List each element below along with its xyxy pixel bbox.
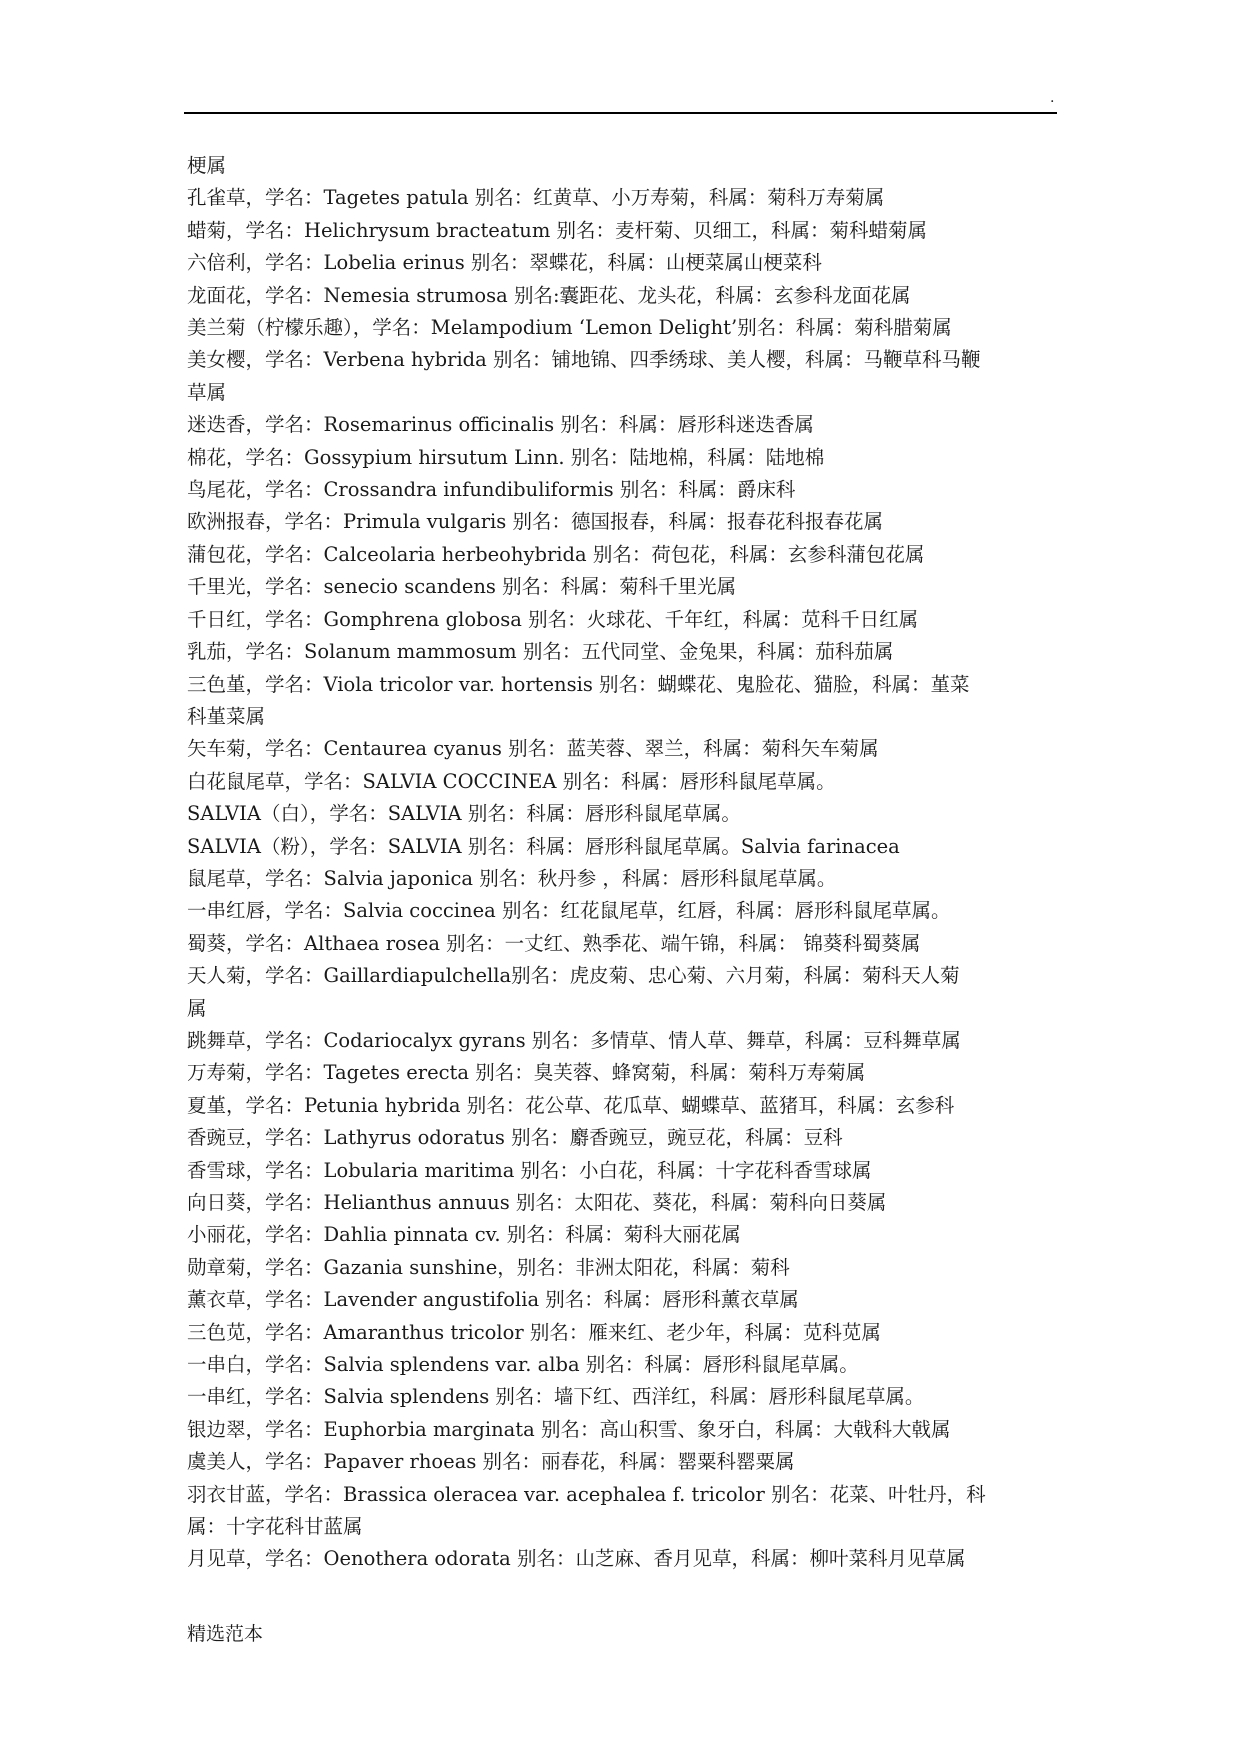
text-line: 千里光，学名：senecio scandens 别名：科属：菊科千里光属 (187, 575, 737, 599)
text-line: 一串红，学名：Salvia splendens 别名：墙下红、西洋红，科属：唇形科鼠尾草属。 (187, 1385, 925, 1409)
text-line: 矢车菊，学名：Centaurea cyanus 别名：蓝芙蓉、翠兰，科属：菊科矢车菊属 (187, 737, 879, 761)
text-line: 欧洲报春，学名：Primula vulgaris 别名：德国报春，科属：报春花科报春花属 (187, 510, 883, 534)
text-line: 跳舞草，学名：Codariocalyx gyrans 别名：多情草、情人草、舞草，科属：豆科舞草属 (187, 1028, 961, 1052)
text-line: 棉花，学名：Gossypium hirsutum Linn. 别名：陆地棉，科属：陆地棉 (187, 445, 825, 469)
header-rule (184, 112, 1057, 114)
text-line: 勋章菊，学名：Gazania sunshine，别名：非洲太阳花，科属：菊科 (187, 1255, 790, 1279)
text-line: 美兰菊（柠檬乐趣），学名：Melampodium ‘Lemon Delight’别名：科属：菊科腊菊属 (187, 316, 952, 340)
text-line: 三色苋，学名：Amaranthus tricolor 别名：雁来红、老少年，科属：苋科苋属 (187, 1320, 881, 1344)
text-line: 夏堇，学名：Petunia hybrida 别名：花公草、花瓜草、蝴蝶草、蓝猪耳，科属：玄参科 (187, 1093, 955, 1117)
text-line: 香雪球，学名：Lobularia maritima 别名：小白花，科属：十字花科香雪球属 (187, 1158, 872, 1182)
text-line: 迷迭香，学名：Rosemarinus officinalis 别名：科属：唇形科迷迭香属 (187, 413, 814, 437)
text-line: 鼠尾草，学名：Salvia japonica 别名：秋丹参 ，科属：唇形科鼠尾草属。 (187, 866, 837, 890)
text-line: 银边翠，学名：Euphorbia marginata 别名：高山积雪、象牙白，科属：大戟科大戟属 (187, 1417, 951, 1441)
text-line: 蒲包花，学名：Calceolaria herbeohybrida 别名：荷包花，科属：玄参科蒲包花属 (187, 542, 925, 566)
text-line: 向日葵，学名：Helianthus annuus 别名：太阳花、葵花，科属：菊科向日葵属 (187, 1191, 887, 1214)
text-line: 白花鼠尾草，学名：SALVIA COCCINEA 别名：科属：唇形科鼠尾草属。 (187, 769, 836, 793)
text-line: 蜡菊，学名：Helichrysum bracteatum 别名：麦杆菊、贝细工，科属：菊科蜡菊属 (187, 218, 928, 242)
text-line: 龙面花，学名：Nemesia strumosa 别名:囊距花、龙头花，科属：玄参科龙面花属 (187, 283, 911, 307)
text-line: 万寿菊，学名：Tagetes erecta 别名：臭芙蓉、蜂窝菊，科属：菊科万寿菊属 (187, 1061, 866, 1085)
text-line: 月见草，学名：Oenothera odorata 别名：山芝麻、香月见草，科属：柳叶菜科月见草属 (187, 1547, 966, 1571)
text-line: 属 (187, 996, 207, 1020)
text-line: 千日红，学名：Gomphrena globosa 别名：火球花、千年红，科属：苋科千日红属 (187, 607, 919, 631)
plant-list (187, 150, 1067, 1576)
text-line: 科堇菜属 (187, 704, 266, 728)
text-line: 梗属 (187, 154, 227, 177)
text-line: SALVIA（白），学名：SALVIA 别名：科属：唇形科鼠尾草属。 (187, 802, 741, 826)
text-line: 一串红唇，学名：Salvia coccinea 别名：红花鼠尾草，红唇，科属：唇形科鼠尾草属。 (187, 899, 951, 923)
text-line: 乳茄，学名：Solanum mammosum 别名：五代同堂、金兔果，科属：茄科茄属 (187, 640, 894, 664)
footer-label: 精选范本 (187, 1623, 264, 1645)
text-line: 香豌豆，学名：Lathyrus odoratus 别名：麝香豌豆，豌豆花，科属：豆科 (187, 1126, 843, 1150)
text-line: 小丽花，学名：Dahlia pinnata cv. 别名：科属：菊科大丽花属 (187, 1223, 741, 1247)
text-line: SALVIA（粉），学名：SALVIA 别名：科属：唇形科鼠尾草属。Salvia farinacea (187, 834, 900, 858)
text-line: 虞美人，学名：Papaver rhoeas 别名：丽春花，科属：罂粟科罂粟属 (187, 1450, 795, 1474)
text-line: 羽衣甘蓝，学名：Brassica oleracea var. acephalea f. tricolor 别名：花菜、叶牡丹，科 (187, 1482, 986, 1506)
text-line: 一串白，学名：Salvia splendens var. alba 别名：科属：唇形科鼠尾草属。 (187, 1353, 859, 1377)
text-line: 天人菊，学名：Gaillardiapulchella别名：虎皮菊、忠心菊、六月菊，科属：菊科天人菊 (187, 964, 960, 988)
text-line: 薰衣草，学名：Lavender angustifolia 别名：科属：唇形科薰衣草属 (187, 1288, 799, 1312)
text-line: 孔雀草，学名：Tagetes patula 别名：红黄草、小万寿菊，科属：菊科万寿菊属 (187, 186, 885, 210)
text-line: 蜀葵，学名：Althaea rosea 别名：一丈红、熟季花、端午锦，科属： 锦葵科蜀葵属 (187, 931, 921, 955)
text-line: 草属 (187, 380, 227, 404)
text-line: 六倍利，学名：Lobelia erinus 别名：翠蝶花，科属：山梗菜属山梗菜科 (187, 251, 822, 275)
text-line: 属：十字花科甘蓝属 (187, 1515, 363, 1539)
text-line: 鸟尾花，学名：Crossandra infundibuliformis 别名：科属：爵床科 (187, 478, 796, 502)
text-line: 三色堇，学名：Viola tricolor var. hortensis 别名：蝴蝶花、鬼脸花、猫脸，科属：堇菜 (187, 672, 970, 696)
text-line: 美女樱，学名：Verbena hybrida 别名：铺地锦、四季绣球、美人樱，科属：马鞭草科马鞭 (187, 348, 981, 372)
header-mark: . (1050, 90, 1055, 106)
